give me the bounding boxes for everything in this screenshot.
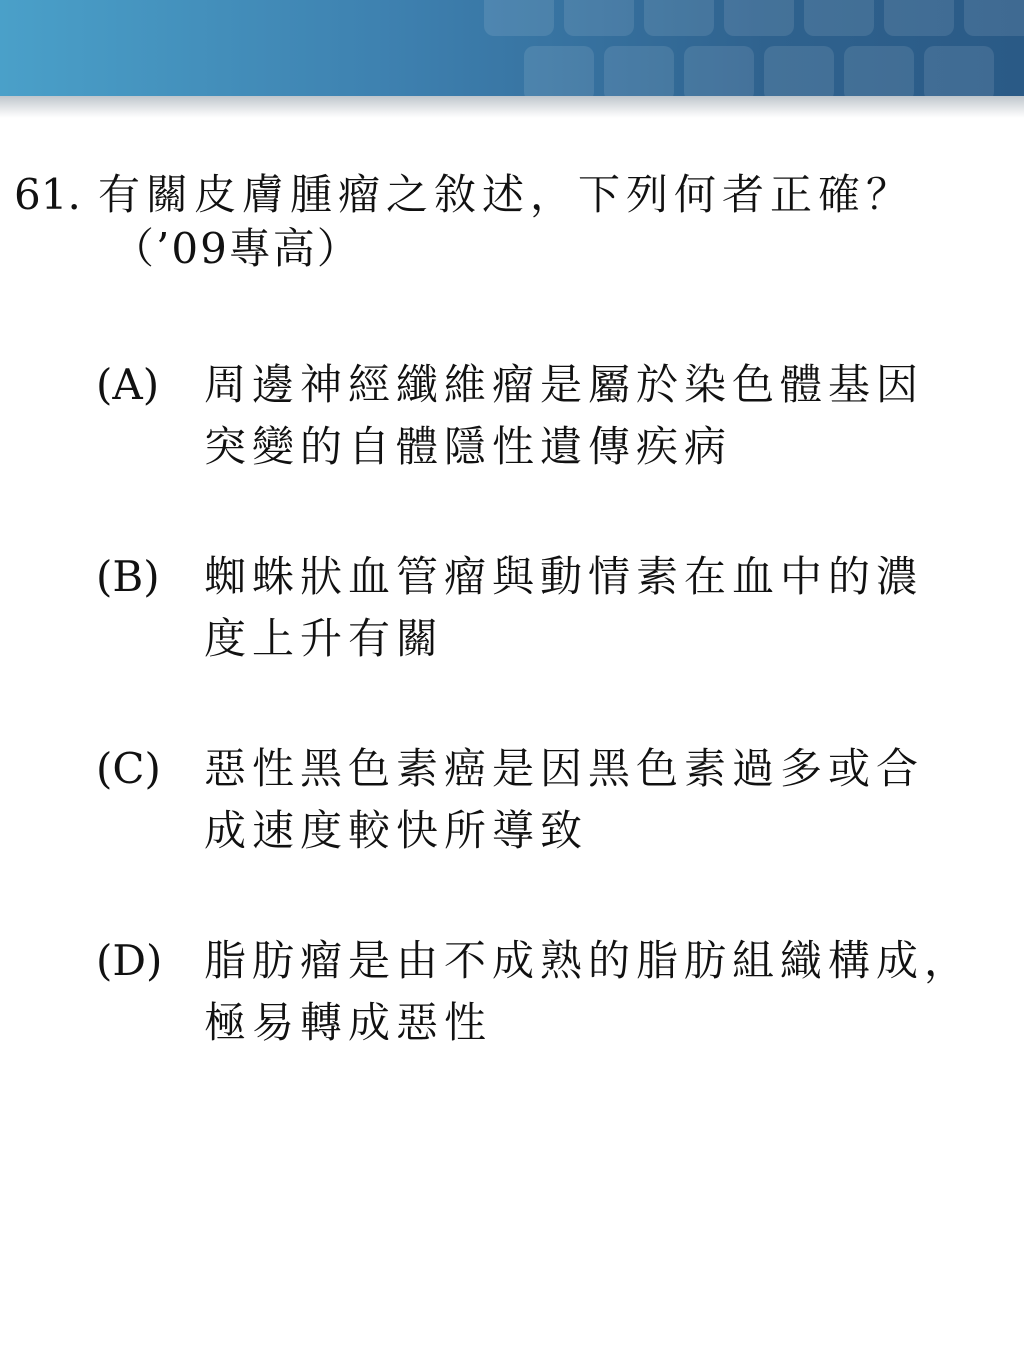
- question-text: 有關皮膚腫瘤之敘述，下列何者正確？: [98, 170, 915, 219]
- option-d[interactable]: [96, 930, 972, 1054]
- option-text: 惡性黑色素癌是因黑色素過多或合: [204, 744, 925, 793]
- option-a[interactable]: [96, 354, 924, 478]
- option-label: (B): [96, 552, 160, 601]
- option-text-continued: 成速度較快所導致: [204, 806, 589, 855]
- option-b[interactable]: [96, 546, 924, 670]
- question-stem: [14, 168, 914, 276]
- option-c[interactable]: [96, 738, 924, 862]
- option-label: (A): [96, 360, 160, 409]
- option-text-continued: 度上升有關: [204, 614, 445, 663]
- header-decorative-tiles: [464, 0, 1024, 96]
- option-text: 周邊神經纖維瘤是屬於染色體基因: [204, 360, 925, 409]
- question-number: 61.: [14, 170, 81, 219]
- question-source: （’09專高）: [112, 224, 361, 273]
- option-text-continued: 突變的自體隱性遺傳疾病: [204, 422, 733, 471]
- option-text-continued: 極易轉成惡性: [204, 998, 493, 1047]
- option-text: 脂肪瘤是由不成熟的脂肪組織構成，: [204, 936, 973, 985]
- option-label: (D): [96, 936, 163, 985]
- header-banner: [0, 0, 1024, 96]
- option-label: (C): [96, 744, 161, 793]
- option-text: 蜘蛛狀血管瘤與動情素在血中的濃: [204, 552, 925, 601]
- header-divider: [0, 96, 1024, 118]
